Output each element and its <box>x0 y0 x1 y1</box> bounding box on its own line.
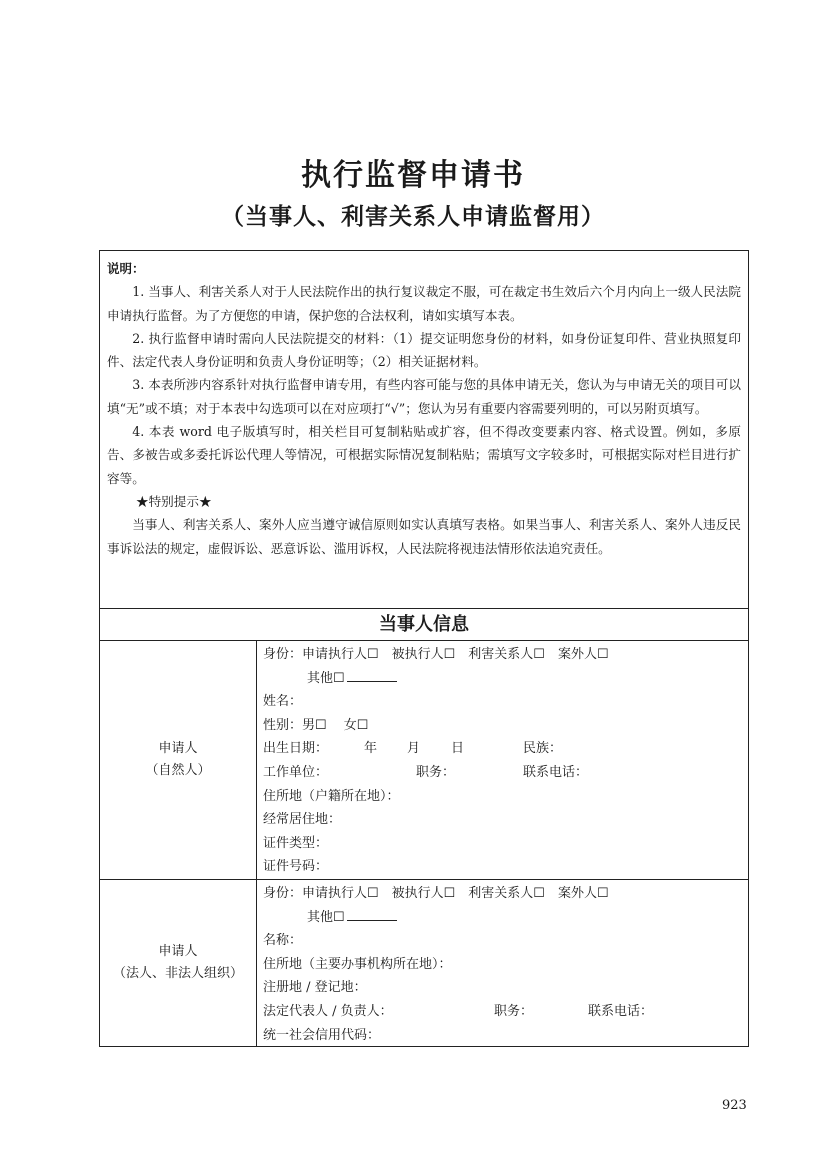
birth-month-label: 月 <box>407 741 421 757</box>
other-identity-blank[interactable] <box>347 906 397 921</box>
id-number-field[interactable]: 证件号码： <box>263 859 329 875</box>
instructions-heading: 说明： <box>107 261 145 276</box>
registration-field[interactable]: 注册地 / 登记地： <box>263 980 367 996</box>
birth-date-label: 出生日期： <box>263 741 329 757</box>
instruction-item-3: 3. 本表所涉内容系针对执行监督申请专用，有些内容可能与您的具体申请无关，您认为与申请无关的项目可以填“无”或不填；对于本表中勾选项可以在对应项打“√”；您认为另有重要内容需要列明的，可以另附页填写。 <box>107 377 741 416</box>
identity-checkbox-line[interactable]: 身份：申请执行人☐ 被执行人☐ 利害关系人☐ 案外人☐ <box>263 647 609 662</box>
natural-person-label <box>100 641 257 879</box>
org-name-field[interactable]: 名称： <box>263 933 303 949</box>
birth-year-label: 年 <box>364 741 378 757</box>
employment-line[interactable] <box>263 761 744 785</box>
legal-person-fields <box>263 882 744 1047</box>
instructions-box <box>100 251 748 609</box>
natural-person-label-line2: （自然人） <box>145 763 211 778</box>
legal-person-label <box>100 880 257 1046</box>
residence-field[interactable]: 住所地（户籍所在地）： <box>263 788 400 804</box>
natural-person-applicant-row <box>100 641 748 880</box>
identity-checkbox-line[interactable]: 身份：申请执行人☐ 被执行人☐ 利害关系人☐ 案外人☐ <box>263 886 609 901</box>
natural-person-label-line1: 申请人 <box>158 741 198 756</box>
habitual-residence-field[interactable]: 经常居住地： <box>263 812 342 828</box>
party-info-section-title: 当事人信息 <box>100 609 748 641</box>
domicile-field[interactable]: 住所地（主要办事机构所在地）： <box>263 956 452 972</box>
document-title: 执行监督申请书 <box>301 158 525 193</box>
special-notice-text: 当事人、利害关系人、案外人应当遵守诚信原则如实认真填写表格。如果当事人、利害关系人、案外人违反民事诉讼法的规定，虚假诉讼、恶意诉讼、滥用诉权，人民法院将视违法情形依法追究责任。 <box>107 517 741 556</box>
position-label: 职务： <box>416 764 456 780</box>
name-field[interactable]: 姓名： <box>263 694 303 710</box>
birth-day-label: 日 <box>451 741 465 757</box>
id-type-field[interactable]: 证件类型： <box>263 835 329 851</box>
employer-label: 工作单位： <box>263 764 329 780</box>
instruction-item-4: 4. 本表 word 电子版填写时，相关栏目可复制粘贴或扩容，但不得改变要素内容、格式设置。例如，多原告、多被告或多委托诉讼代理人等情况，可根据实际情况复制粘贴；需填写文字较多时，可根据实际对栏目进行扩容等。 <box>107 424 741 486</box>
rep-position-label: 职务： <box>494 1003 534 1019</box>
representative-label: 法定代表人 / 负责人： <box>263 1003 393 1019</box>
legal-person-label-line2: （法人、非法人组织） <box>112 966 243 981</box>
ethnicity-label: 民族： <box>523 741 563 757</box>
application-form-table <box>99 250 749 1047</box>
representative-line[interactable] <box>263 1000 744 1024</box>
credit-code-field[interactable]: 统一社会信用代码： <box>263 1027 381 1043</box>
other-identity-line[interactable] <box>263 667 744 691</box>
instruction-item-2: 2. 执行监督申请时需向人民法院提交的材料：（1）提交证明您身份的材料，如身份证复印件、营业执照复印件、法定代表人身份证明和负责人身份证明等；（2）相关证据材料。 <box>107 330 741 370</box>
phone-label: 联系电话： <box>523 764 589 780</box>
legal-person-label-line1: 申请人 <box>158 944 198 959</box>
other-identity-checkbox[interactable]: 其他☐ <box>307 909 345 925</box>
natural-person-fields <box>263 643 744 879</box>
other-identity-blank[interactable] <box>347 667 397 682</box>
instruction-item-1: 1. 当事人、利害关系人对于人民法院作出的执行复议裁定不服，可在裁定书生效后六个月内向上一级人民法院申请执行监督。为了方便您的申请，保护您的合法权利，请如实填写本表。 <box>107 284 741 323</box>
birth-ethnicity-line[interactable] <box>263 737 744 761</box>
legal-person-applicant-row <box>100 880 748 1046</box>
other-identity-line[interactable] <box>263 906 744 930</box>
document-subtitle: （当事人、利害关系人申请监督用） <box>221 204 605 230</box>
gender-checkbox-line[interactable]: 性别：男☐ 女☐ <box>263 717 369 733</box>
page-number: 923 <box>722 1098 747 1113</box>
other-identity-checkbox[interactable]: 其他☐ <box>307 670 345 686</box>
special-notice-title: ★特别提示★ <box>135 493 212 509</box>
rep-phone-label: 联系电话： <box>588 1003 654 1019</box>
